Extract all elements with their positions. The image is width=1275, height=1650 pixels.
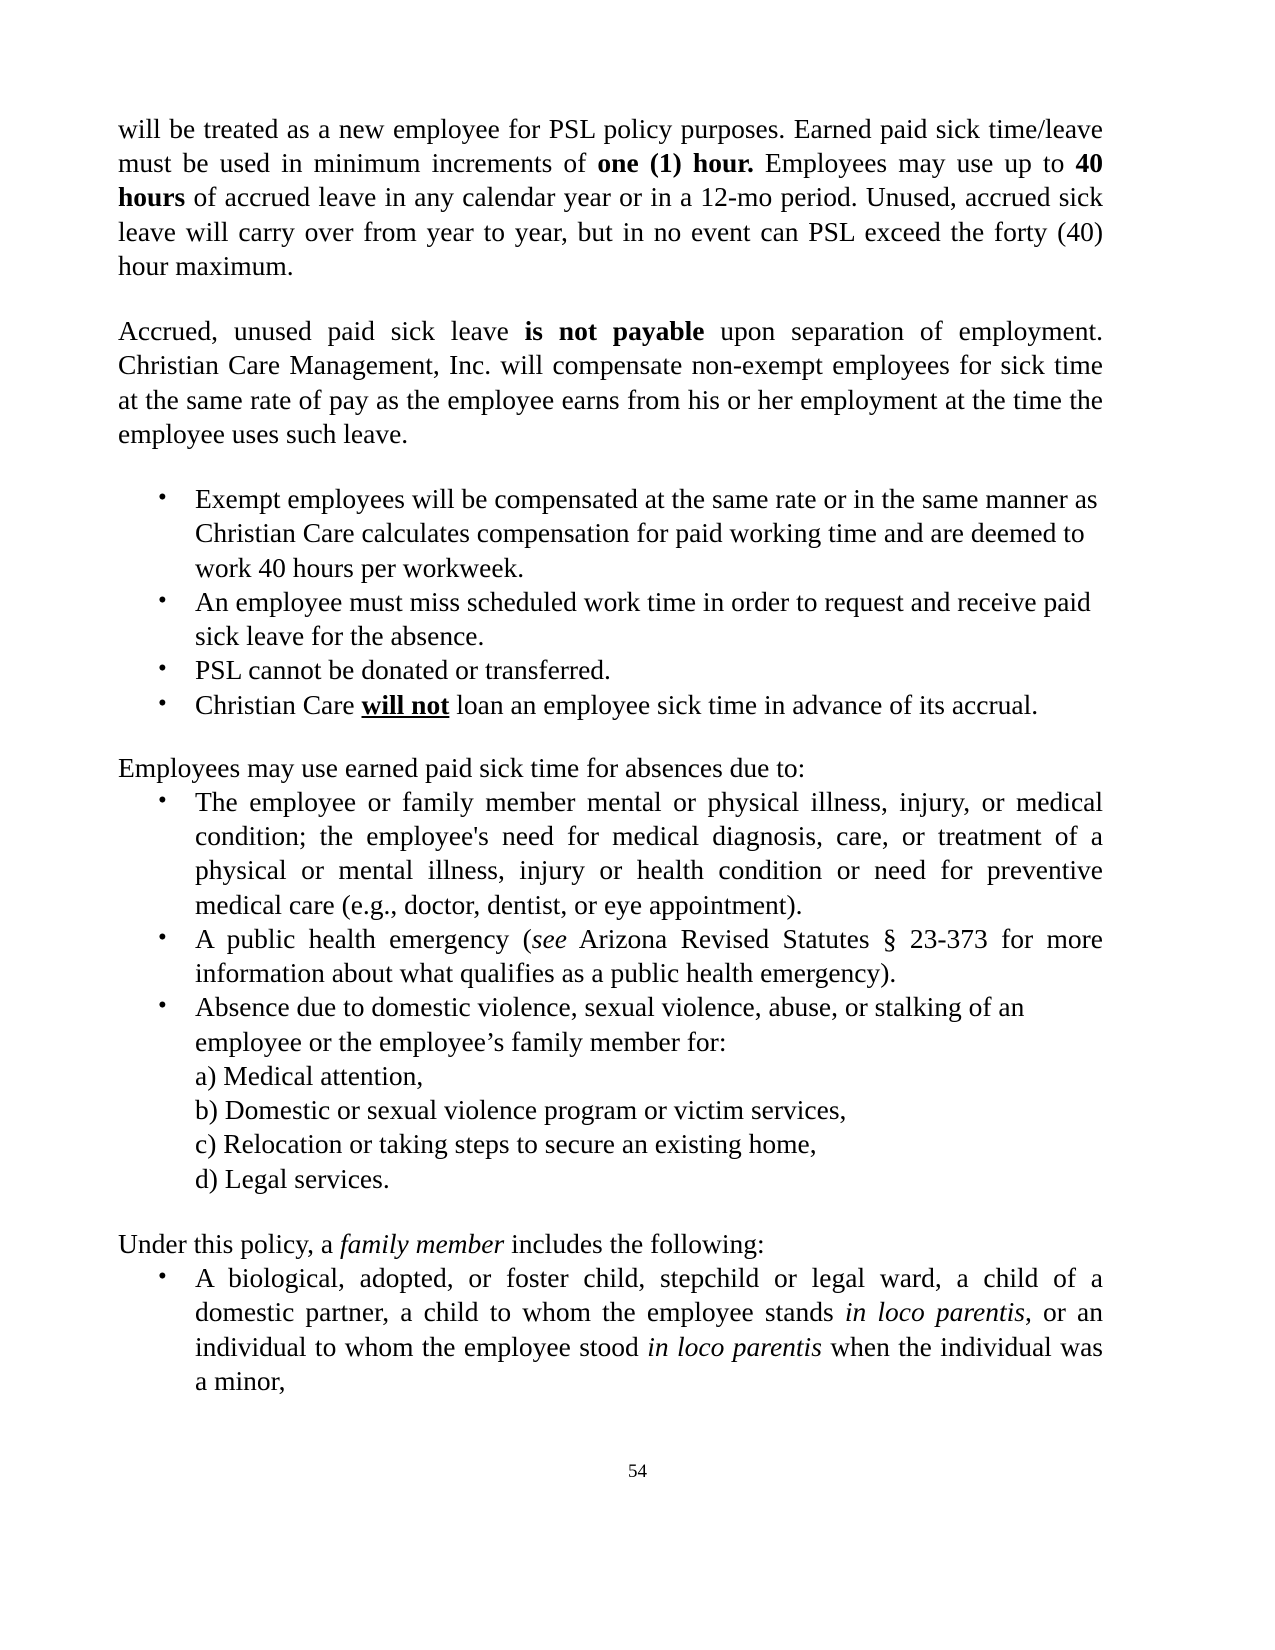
bullet-fm-text-part-2: , or an individual to whom the employee stood — [195, 1296, 1103, 1362]
list-item — [118, 1261, 1103, 1398]
bullet-4-text-part-1: Christian Care — [195, 688, 362, 720]
bullet-illness-injury-text: • The employee or family member mental or physical illness, injury, or medical condition; the employee's need for medical diagnosis, care, or treatment of a physical or mental illness, injury or health condition or need for preventive medical care (e.g., doctor, dentist, or eye appointment). — [195, 785, 1103, 920]
family-intro-text-part-1: Under this policy, a — [118, 1227, 340, 1259]
bullet-psl-not-donated-text: • PSL cannot be donated or transferred. — [195, 654, 611, 686]
family-intro-text-part-2: includes the following: — [504, 1227, 765, 1259]
page-number-footer: 54 — [628, 1461, 647, 1482]
bullet-public-health-emergency — [195, 922, 1103, 990]
paragraph-psl-increments — [118, 112, 1103, 283]
bullet-4-text-part-2: loan an employee sick time in advance of its accrual. — [449, 688, 1039, 720]
family-intro-italic-family-member: family member — [340, 1227, 505, 1259]
bullet-fm-italic-in-loco-parentis-1: in loco parentis — [844, 1296, 1025, 1328]
bullet-list-family-member — [118, 1261, 1103, 1398]
bullet-phe-text-part-1: A public health emergency ( — [195, 922, 532, 954]
list-item — [118, 585, 1103, 653]
paragraph-2-text-part-2: upon separation of employment. Christian Care Management, Inc. will compensate non-exempt employees for sick time at the same rate of pay as the employee earns from his or her employment at the time the employee uses such leave. — [118, 315, 1103, 449]
bullet-will-not-loan — [195, 688, 1103, 722]
bullet-fm-text-part-3: when the individual was a minor, — [195, 1330, 1103, 1396]
list-item — [118, 785, 1103, 922]
bullet-domestic-violence — [195, 990, 1103, 1058]
paragraph-1-bold-forty-hours: 40 hours — [118, 147, 1103, 213]
section-spacer — [118, 722, 1103, 751]
list-item — [118, 688, 1103, 722]
list-item — [118, 653, 1103, 687]
bullet-phe-text-part-2: Arizona Revised Statutes § 23-373 for more information about what qualifies as a public health emergency). — [195, 922, 1103, 989]
bullet-exempt-employees-text: • Exempt employees will be compensated at the same rate or in the same manner as Christian Care calculates compensation for paid working time and are deemed to work 40 hours per workweek. — [195, 483, 1098, 583]
intro-family-member-line — [118, 1227, 1103, 1261]
bullet-fm-italic-in-loco-parentis-2: in loco parentis — [647, 1330, 822, 1362]
paragraph-1-text-part-2: Employees may use up to — [753, 147, 1076, 179]
bullet-phe-italic-see: see — [531, 922, 567, 954]
paragraph-1-text-part-3: of accrued leave in any calendar year or in a 12-mo period. Unused, accrued sick leave will carry over from year to year, but in no event can PSL exceed the forty (40) hour maximum. — [118, 181, 1103, 281]
section-spacer — [118, 1196, 1103, 1227]
paragraph-spacer — [118, 283, 1103, 314]
list-item — [118, 922, 1103, 990]
bullet-biological-adopted-child — [195, 1261, 1103, 1398]
paragraph-2-bold-is-not-payable: is not payable — [524, 315, 705, 347]
sub-item-b: b) Domestic or sexual violence program or victim services, — [195, 1094, 847, 1126]
bullet-fm-text-part-1: A biological, adopted, or foster child, stepchild or legal ward, a child of a domestic partner, a child to whom the employee stands — [195, 1262, 1103, 1328]
sub-item-list-dv — [195, 1059, 1103, 1196]
paragraph-1-text-part-1: will be treated as a new employee for PSL policy purposes. Earned paid sick time/leave must be used in minimum increments of — [118, 113, 1103, 179]
paragraph-1-bold-one-hour: one (1) hour. — [597, 147, 754, 179]
bullet-list-compensation — [118, 482, 1103, 722]
bullet-4-bold-underline-will-not: will not — [361, 688, 450, 720]
list-item — [118, 990, 1103, 1195]
paragraph-spacer — [118, 451, 1103, 482]
sub-item-c: c) Relocation or taking steps to secure an existing home, — [195, 1128, 817, 1160]
sub-item-d: d) Legal services. — [195, 1162, 390, 1194]
document-body — [118, 112, 1103, 1398]
paragraph-not-payable — [118, 314, 1103, 451]
sub-item-a: a) Medical attention, — [195, 1059, 424, 1091]
paragraph-2-text-part-1: Accrued, unused paid sick leave — [118, 315, 525, 347]
list-item — [118, 482, 1103, 585]
bullet-dv-text-part-1: Absence due to domestic violence, sexual violence, abuse, or stalking of an employee or the employee’s family member for: — [195, 991, 1025, 1057]
bullet-list-absences — [118, 785, 1103, 1196]
intro-absences-line: Employees may use earned paid sick time for absences due to: — [118, 751, 806, 783]
bullet-miss-scheduled-work-text: • An employee must miss scheduled work time in order to request and receive paid sick leave for the absence. — [195, 585, 1091, 652]
